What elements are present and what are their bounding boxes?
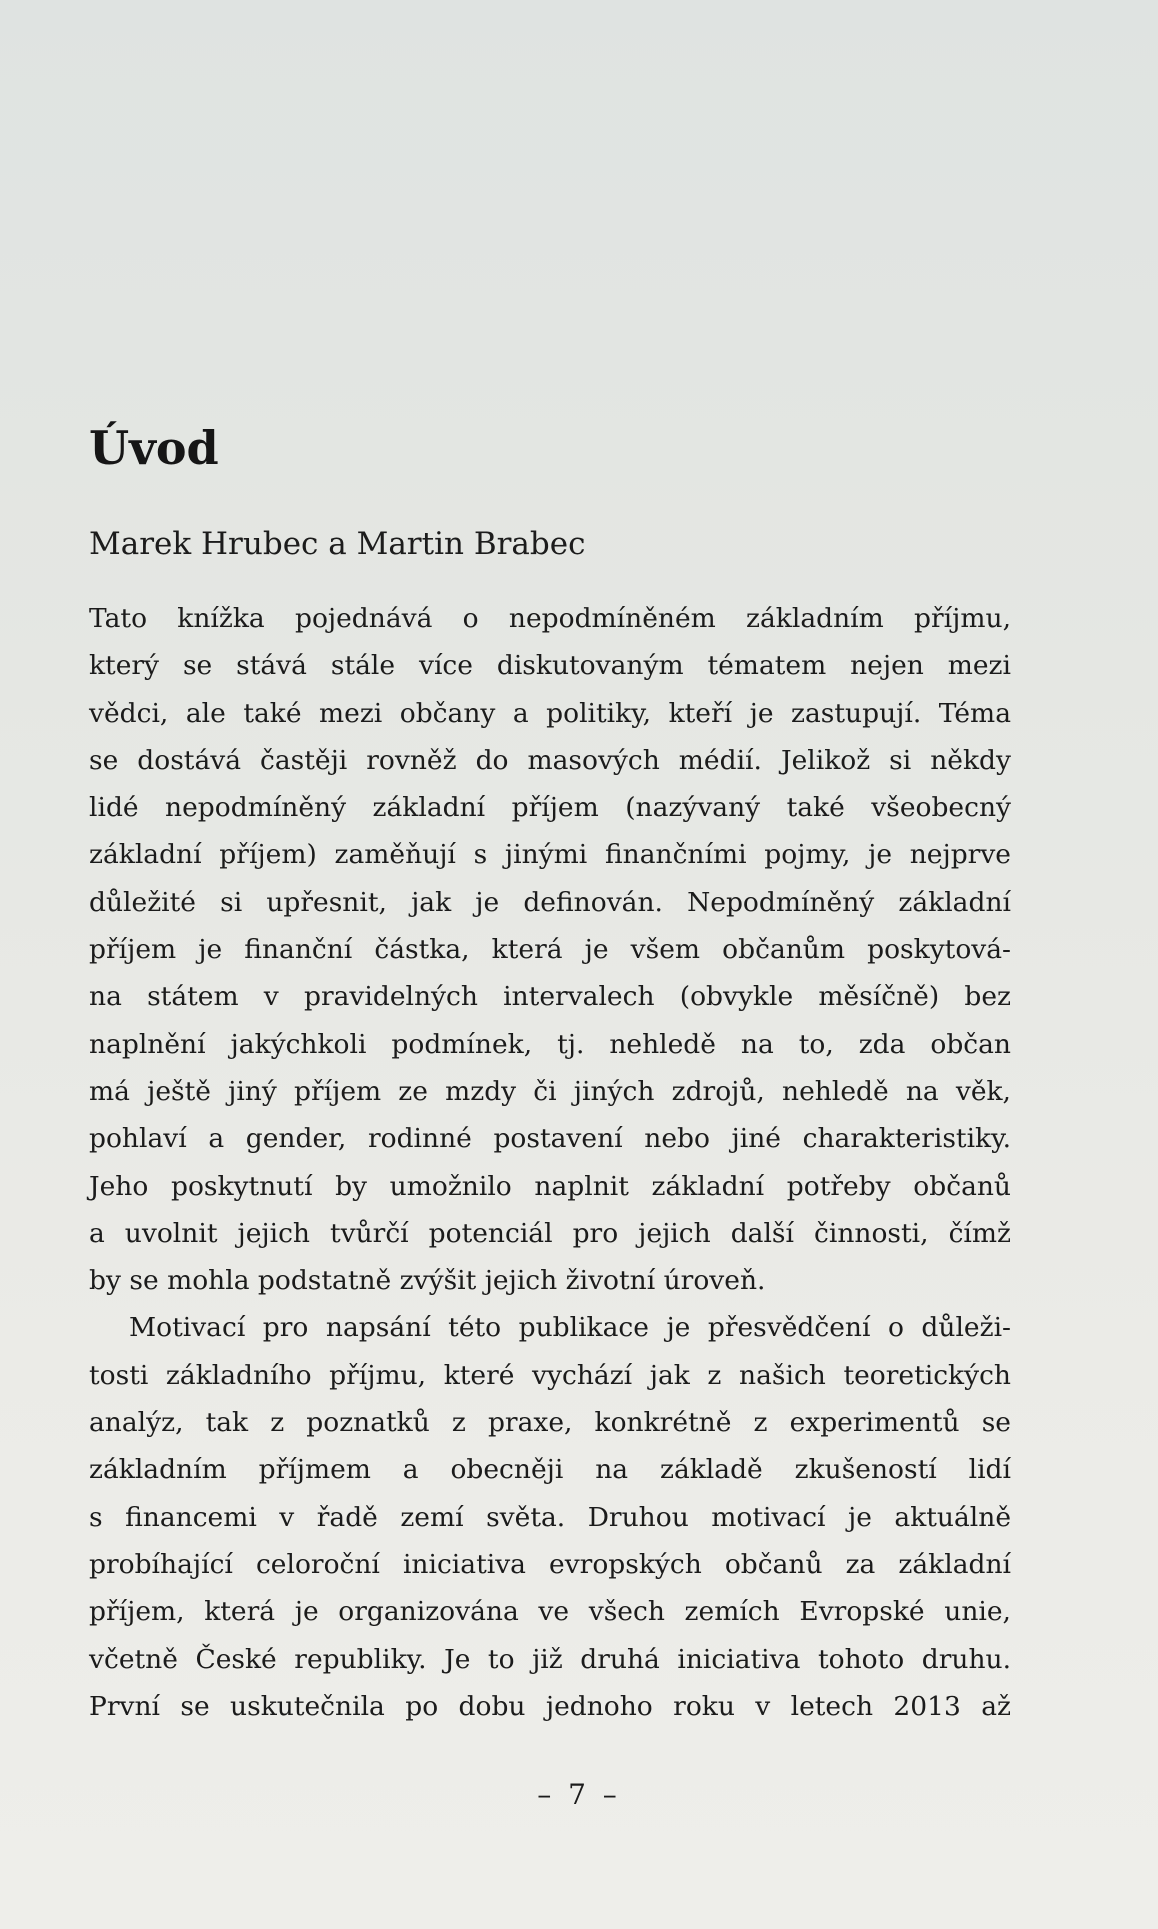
text-line: základní příjem) zaměňují s jinými finančními pojmy, je nejprve bbox=[89, 839, 1011, 871]
text-line: s financemi v řadě zemí světa. Druhou motivací je aktuálně bbox=[89, 1501, 1011, 1533]
text-line: příjem, která je organizována ve všech zemích Evropské unie, bbox=[89, 1596, 1011, 1628]
text-line: Motivací pro napsání této publikace je přesvědčení o důleži- bbox=[129, 1312, 1011, 1344]
body-text bbox=[89, 595, 1011, 1730]
text-line: má ještě jiný příjem ze mzdy či jiných zdrojů, nehledě na věk, bbox=[89, 1075, 1011, 1107]
text-line: pohlaví a gender, rodinné postavení nebo jiné charakteristiky. bbox=[89, 1123, 1011, 1155]
text-line: Jeho poskytnutí by umožnilo naplnit základní potřeby občanů bbox=[89, 1170, 1011, 1202]
text-line: Tato knížka pojednává o nepodmíněném základním příjmu, bbox=[89, 603, 1011, 634]
text-line: příjem je finanční částka, která je všem občanům poskytová- bbox=[89, 934, 1011, 966]
chapter-authors: Marek Hrubec a Martin Brabec bbox=[89, 526, 586, 562]
text-line: na státem v pravidelných intervalech (obvykle měsíčně) bez bbox=[89, 981, 1011, 1013]
text-line: se dostává častěji rovněž do masových médií. Jelikož si někdy bbox=[89, 744, 1011, 776]
chapter-heading: Úvod bbox=[89, 421, 219, 475]
text-line: důležité si upřesnit, jak je definován. Nepodmíněný základní bbox=[89, 886, 1011, 918]
text-line: vědci, ale také mezi občany a politiky, kteří je zastupují. Téma bbox=[89, 697, 1011, 729]
text-line: by se mohla podstatně zvýšit jejich životní úroveň. bbox=[89, 1265, 766, 1297]
text-line: který se stává stále více diskutovaným tématem nejen mezi bbox=[89, 650, 1011, 682]
text-line: a uvolnit jejich tvůrčí potenciál pro jejich další činnosti, čímž bbox=[89, 1217, 1011, 1249]
text-line: základním příjmem a obecněji na základě zkušeností lidí bbox=[89, 1454, 1011, 1486]
text-line: probíhající celoroční iniciativa evropských občanů za základní bbox=[89, 1548, 1011, 1580]
text-line: tosti základního příjmu, které vychází jak z našich teoretických bbox=[89, 1359, 1011, 1391]
text-line: analýz, tak z poznatků z praxe, konkrétně z experimentů se bbox=[89, 1407, 1011, 1439]
text-line: naplnění jakýchkoli podmínek, tj. nehledě na to, zda občan bbox=[89, 1028, 1011, 1060]
text-line: lidé nepodmíněný základní příjem (nazývaný také všeobecný bbox=[89, 792, 1011, 824]
page-number: – 7 – bbox=[537, 1778, 621, 1811]
text-line: včetně České republiky. Je to již druhá iniciativa tohoto druhu. bbox=[89, 1643, 1011, 1675]
text-line: První se uskutečnila po dobu jednoho roku v letech 2013 až bbox=[89, 1690, 1011, 1722]
